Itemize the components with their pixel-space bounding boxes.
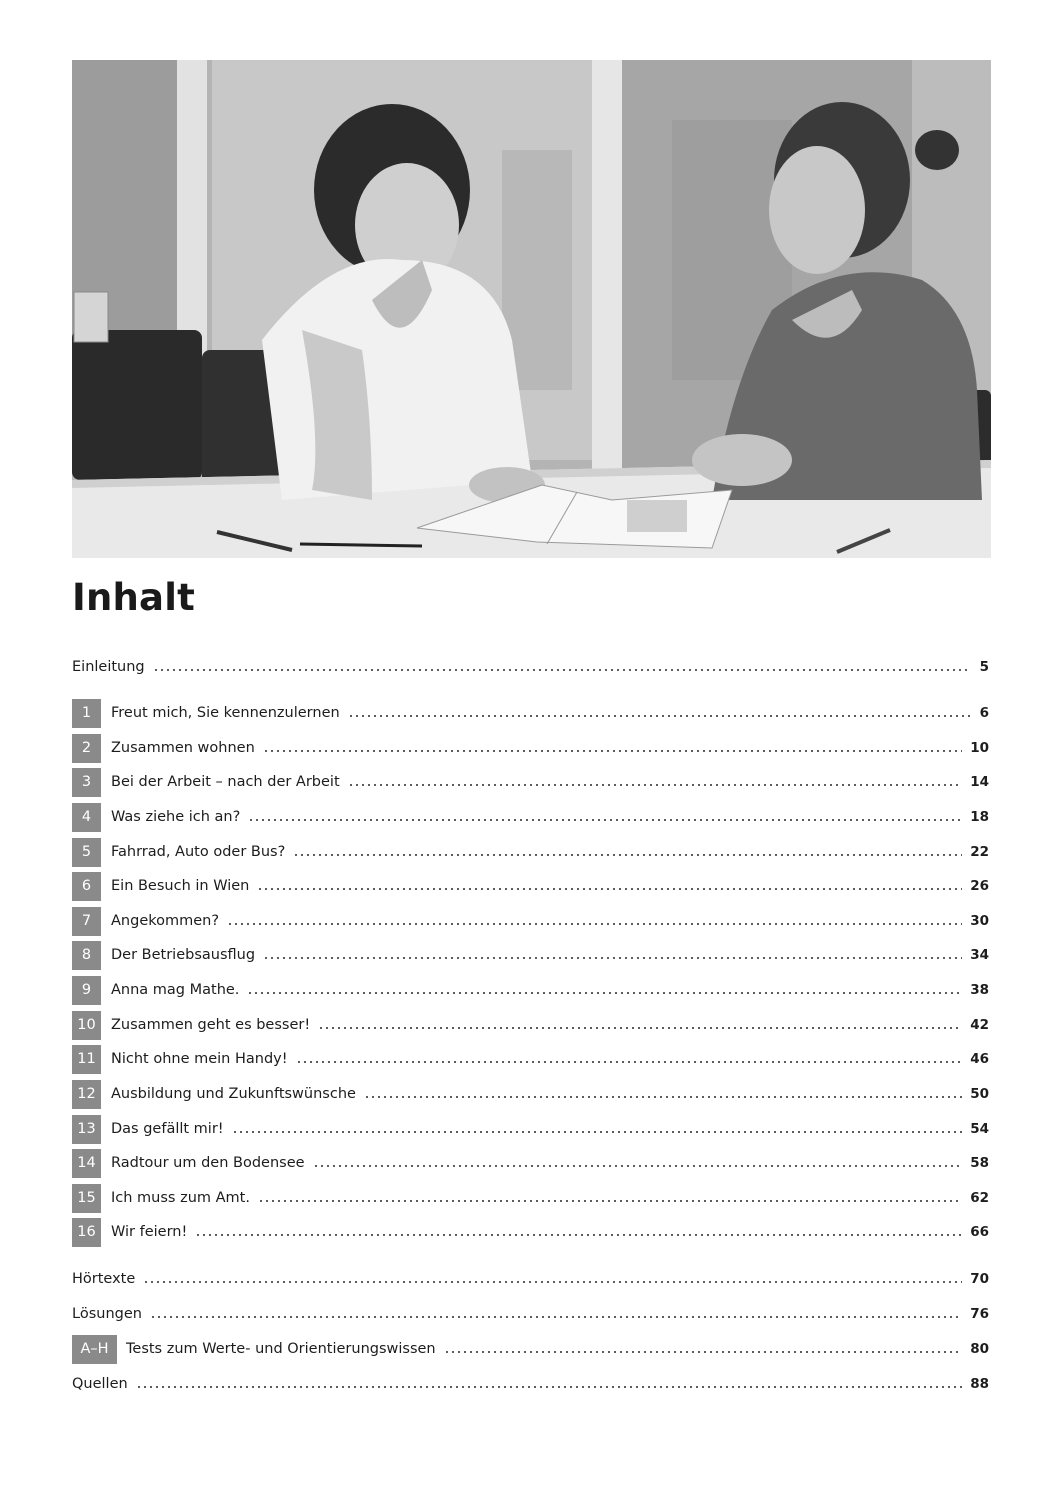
dot-leader: [364, 1096, 962, 1098]
dot-leader: [247, 992, 962, 994]
toc-entry-page: 22: [970, 844, 989, 860]
dot-leader: [348, 715, 971, 717]
toc-entry-chapter[interactable]: [72, 940, 989, 970]
dot-leader: [318, 1027, 962, 1029]
toc-entry-chapter[interactable]: [72, 767, 989, 797]
toc-entry-page: 66: [970, 1224, 989, 1240]
tests-range-badge: A–H: [72, 1335, 117, 1364]
toc-entry-chapter[interactable]: [72, 1010, 989, 1040]
toc-entry-page: 80: [970, 1341, 989, 1357]
photo-two-women-talking: [72, 60, 991, 558]
chapter-number-badge: 12: [72, 1080, 101, 1109]
toc-entry-chapter[interactable]: [72, 733, 989, 763]
toc-entry-page: 62: [970, 1190, 989, 1206]
toc-entry-chapter[interactable]: [72, 1044, 989, 1074]
toc-entry-page: 54: [970, 1121, 989, 1137]
dot-leader: [143, 1281, 962, 1283]
toc-entry-label: Lösungen: [72, 1306, 142, 1322]
toc-entry-chapter[interactable]: [72, 975, 989, 1005]
toc-entry-label: Freut mich, Sie kennenzulernen: [111, 705, 340, 721]
dot-leader: [263, 750, 962, 752]
chapter-number-badge: 3: [72, 768, 101, 797]
toc-entry-label: Ausbildung und Zukunftswünsche: [111, 1086, 356, 1102]
dot-leader: [293, 854, 962, 856]
dot-leader: [258, 1200, 962, 1202]
toc-entry-label: Nicht ohne mein Handy!: [111, 1051, 288, 1067]
chapter-number-badge: 16: [72, 1218, 101, 1247]
toc-entry-page: 5: [979, 659, 989, 675]
toc-entry-label: Der Betriebsausflug: [111, 947, 256, 963]
chapter-number-badge: 9: [72, 976, 101, 1005]
toc-entry-page: 26: [970, 878, 989, 894]
toc-entry-label: Anna mag Mathe.: [111, 982, 240, 998]
toc-entry-chapter[interactable]: [72, 802, 989, 832]
page-title: Inhalt: [72, 576, 195, 619]
toc-entry-hoertexte[interactable]: [72, 1264, 989, 1294]
dot-leader: [296, 1061, 963, 1063]
chapter-number-badge: 11: [72, 1045, 101, 1074]
toc-entry-label: Fahrrad, Auto oder Bus?: [111, 844, 286, 860]
chapter-number-badge: 15: [72, 1184, 101, 1213]
dot-leader: [227, 923, 962, 925]
toc-entry-page: 30: [970, 913, 989, 929]
toc-entry-label: Bei der Arbeit – nach der Arbeit: [111, 774, 340, 790]
toc-entry-label: Das gefällt mir!: [111, 1121, 224, 1137]
toc-entry-label: Was ziehe ich an?: [111, 809, 241, 825]
dot-leader: [150, 1316, 962, 1318]
toc-entry-page: 58: [970, 1155, 989, 1171]
toc-entry-tests[interactable]: [72, 1334, 989, 1364]
dot-leader: [153, 669, 971, 671]
toc-entry-label: Zusammen geht es besser!: [111, 1017, 311, 1033]
toc-entry-chapter[interactable]: [72, 1079, 989, 1109]
toc-entry-page: 70: [970, 1271, 989, 1287]
dot-leader: [348, 784, 963, 786]
chapter-number-badge: 5: [72, 838, 101, 867]
dot-leader: [248, 819, 962, 821]
toc-entry-page: 38: [970, 982, 989, 998]
dot-leader: [444, 1351, 963, 1353]
toc-entry-label: Einleitung: [72, 659, 145, 675]
toc-entry-chapter[interactable]: [72, 1217, 989, 1247]
toc-entry-chapter[interactable]: [72, 1148, 989, 1178]
toc-entry-chapter[interactable]: [72, 906, 989, 936]
dot-leader: [232, 1131, 963, 1133]
toc-entry-label: Hörtexte: [72, 1271, 136, 1287]
chapter-number-badge: 2: [72, 734, 101, 763]
chapter-number-badge: 14: [72, 1149, 101, 1178]
toc-entry-introduction[interactable]: [72, 652, 989, 682]
toc-entry-label: Radtour um den Bodensee: [111, 1155, 305, 1171]
chapter-number-badge: 6: [72, 872, 101, 901]
toc-entry-page: 18: [970, 809, 989, 825]
chapter-number-badge: 4: [72, 803, 101, 832]
toc-entry-label: Wir feiern!: [111, 1224, 188, 1240]
header-photo: [72, 60, 991, 558]
chapter-number-badge: 10: [72, 1011, 101, 1040]
toc-entry-loesungen[interactable]: [72, 1299, 989, 1329]
dot-leader: [263, 957, 962, 959]
toc-entry-page: 88: [970, 1376, 989, 1392]
dot-leader: [195, 1234, 962, 1236]
toc-entry-label: Quellen: [72, 1376, 128, 1392]
toc-entry-page: 50: [970, 1086, 989, 1102]
toc-entry-label: Angekommen?: [111, 913, 220, 929]
toc-entry-quellen[interactable]: [72, 1369, 989, 1399]
toc-entry-label: Ein Besuch in Wien: [111, 878, 250, 894]
chapter-number-badge: 13: [72, 1115, 101, 1144]
toc-entry-chapter[interactable]: [72, 1183, 989, 1213]
toc-entry-page: 34: [970, 947, 989, 963]
toc-entry-label: Zusammen wohnen: [111, 740, 255, 756]
chapter-number-badge: 7: [72, 907, 101, 936]
toc-entry-page: 6: [979, 705, 989, 721]
toc-entry-label: Tests zum Werte- und Orientierungswissen: [126, 1341, 436, 1357]
toc-entry-chapter[interactable]: [72, 1114, 989, 1144]
toc-entry-page: 42: [970, 1017, 989, 1033]
toc-entry-label: Ich muss zum Amt.: [111, 1190, 250, 1206]
toc-entry-page: 46: [970, 1051, 989, 1067]
toc-entry-page: 76: [970, 1306, 989, 1322]
toc-entry-chapter[interactable]: [72, 871, 989, 901]
toc-entry-chapter[interactable]: [72, 698, 989, 728]
dot-leader: [136, 1386, 963, 1388]
chapter-number-badge: 8: [72, 941, 101, 970]
dot-leader: [257, 888, 962, 890]
toc-entry-chapter[interactable]: [72, 837, 989, 867]
toc-entry-page: 10: [970, 740, 989, 756]
chapter-number-badge: 1: [72, 699, 101, 728]
toc-entry-page: 14: [970, 774, 989, 790]
dot-leader: [313, 1165, 963, 1167]
